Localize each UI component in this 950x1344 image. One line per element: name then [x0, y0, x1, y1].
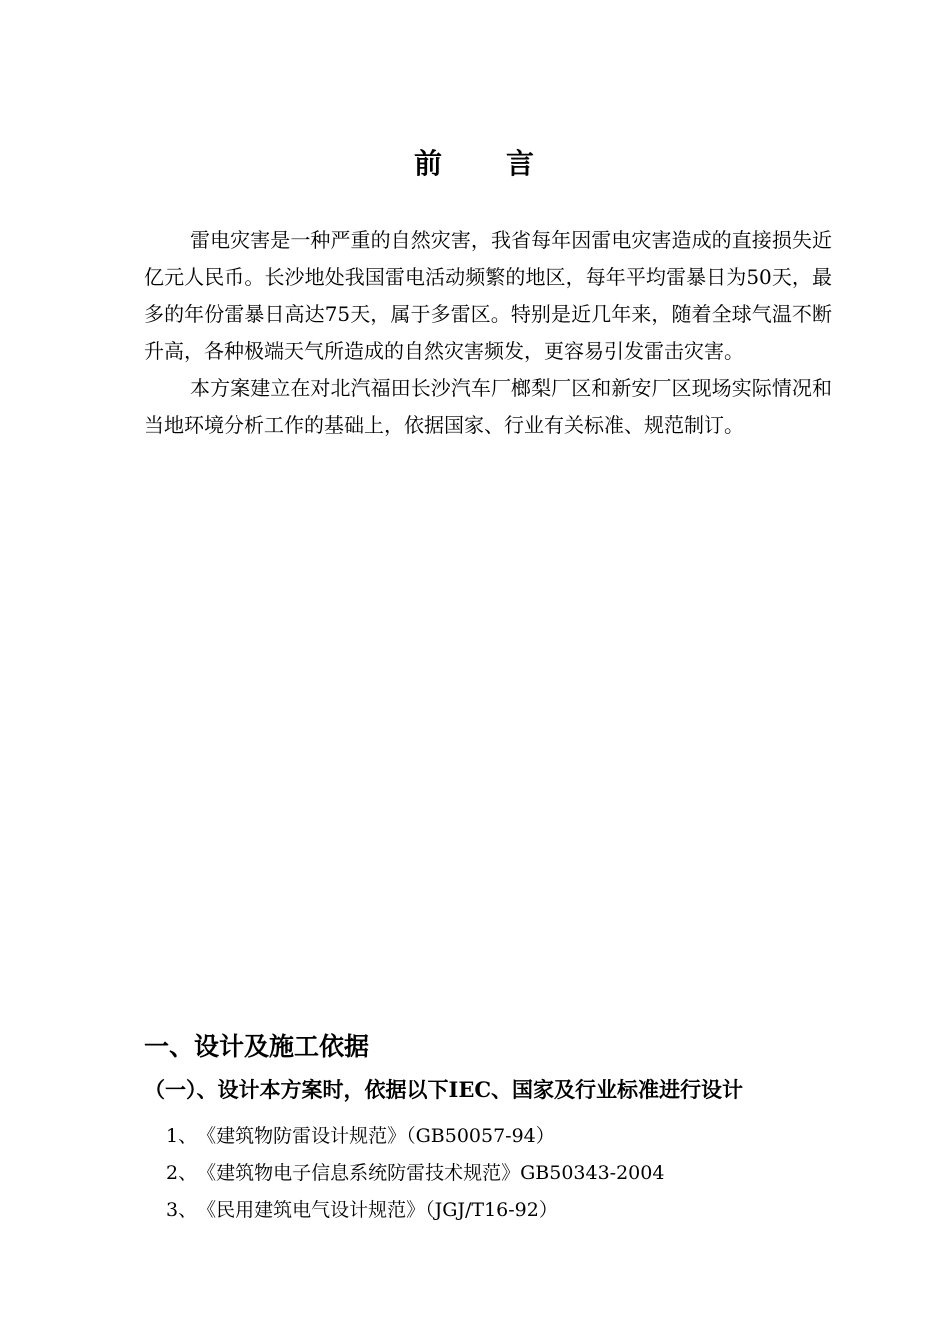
page-title-left: 前	[413, 147, 444, 180]
standard-number: 2、	[166, 1162, 198, 1184]
standard-item-3	[166, 1192, 664, 1229]
standard-item-2	[166, 1155, 664, 1192]
standard-number: 1、	[166, 1125, 198, 1147]
preface-body	[144, 222, 832, 444]
preface-paragraph-1: 雷电灾害是一种严重的自然灾害，我省每年因雷电灾害造成的直接损失近亿元人民币。长沙地处我国雷电活动频繁的地区，每年平均雷暴日为50天，最多的年份雷暴日高达75天，属于多雷区。特别是近几年来，随着全球气温不断升高，各种极端天气所造成的自然灾害频发，更容易引发雷击灾害。	[144, 228, 832, 363]
standard-text: 《建筑物电子信息系统防雷技术规范》GB50343-2004	[197, 1162, 665, 1184]
page-title-right: 言	[506, 147, 537, 180]
page-title	[0, 142, 950, 182]
standard-item-1	[166, 1118, 664, 1155]
standard-number: 3、	[166, 1199, 198, 1221]
standard-text: 《民用建筑电气设计规范》（JGJ/T16-92）	[197, 1199, 558, 1221]
standard-text: 《建筑物防雷设计规范》（GB50057-94）	[197, 1125, 555, 1147]
section-heading: 一、设计及施工依据	[144, 1032, 370, 1061]
preface-paragraph-2: 本方案建立在对北汽福田长沙汽车厂榔梨厂区和新安厂区现场实际情况和当地环境分析工作的基础上，依据国家、行业有关标准、规范制订。	[144, 376, 832, 437]
standards-list	[166, 1118, 664, 1229]
sub-heading: （一）、设计本方案时，依据以下IEC、国家及行业标准进行设计	[144, 1077, 744, 1102]
